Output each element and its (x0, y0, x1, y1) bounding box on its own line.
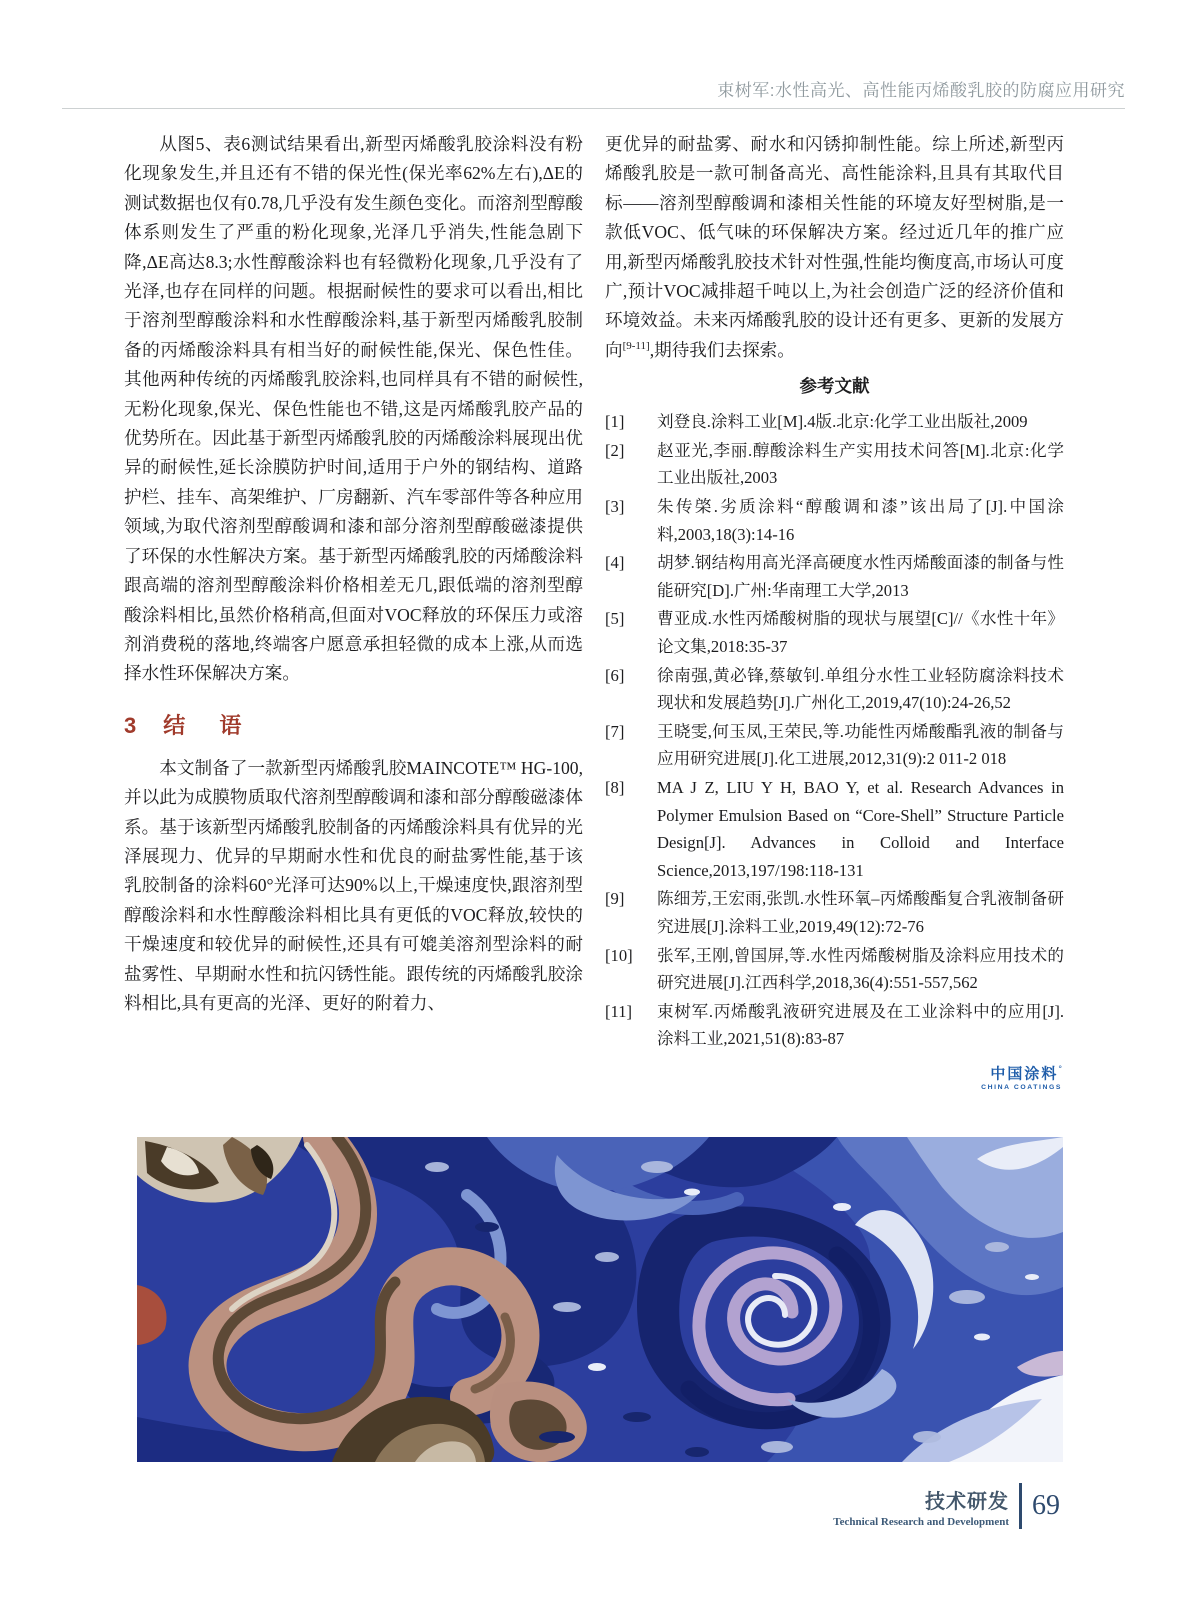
reference-label: [8] (605, 777, 625, 797)
page-number: 69 (1032, 1490, 1060, 1521)
china-coatings-logo (605, 1065, 1064, 1091)
reference-item (605, 493, 1064, 548)
reference-item (605, 408, 1064, 436)
section-heading-conclusion (124, 709, 583, 740)
two-column-body (124, 130, 1064, 1091)
reference-item (605, 662, 1064, 717)
references-list (605, 408, 1064, 1053)
footer-section-zh: 技术研发 (925, 1490, 1009, 1513)
reference-text: MA J Z, LIU Y H, BAO Y, et al. Research Advances in Polymer Emulsion Based on “Core-Shell” Structure Particle Design[J]. Advances in Colloid and Interface Science,2013,197/198:118-131 (657, 777, 1064, 880)
reference-text: 曹亚成.水性丙烯酸树脂的现状与展望[C]//《水性十年》论文集,2018:35-37 (657, 609, 1064, 656)
reference-label: [5] (605, 609, 625, 629)
section-number: 3 (124, 712, 138, 738)
reference-label: [7] (605, 721, 625, 741)
footer-section-en: Technical Research and Development (833, 1515, 1009, 1528)
paragraph-conclusion-continued (605, 130, 1064, 365)
reference-item (605, 998, 1064, 1053)
paragraph-weathering-results: 从图5、表6测试结果看出,新型丙烯酸乳胶涂料没有粉化现象发生,并且还有不错的保光性(保光率62%左右),ΔE的测试数据也仅有0.78,几乎没有发生颜色变化。而溶剂型醇酸体系则发生了严重的粉化现象,光泽几乎消失,性能急剧下降,ΔE高达8.3;水性醇酸涂料也有轻微粉化现象,几乎没有了光泽,也存在同样的问题。根据耐候性的要求可以看出,相比于溶剂型醇酸涂料和水性醇酸涂料,基于新型丙烯酸乳胶制备的丙烯酸涂料具有相当好的耐候性能,保光、保色性佳。其他两种传统的丙烯酸乳胶涂料,也同样具有不错的耐候性,无粉化现象,保光、保色性能也不错,这是丙烯酸乳胶产品的优势所在。因此基于新型丙烯酸乳胶的丙烯酸涂料展现出优异的耐候性,延长涂膜防护时间,适用于户外的钢结构、道路护栏、挂车、高架维护、厂房翻新、汽车零部件等各种应用领域,为取代溶剂型醇酸调和漆和部分溶剂型醇酸磁漆提供了环保的水性解决方案。基于新型丙烯酸乳胶的丙烯酸涂料跟高端的溶剂型醇酸涂料价格相差无几,跟低端的溶剂型醇酸涂料相比,虽然价格稍高,但面对VOC释放的环保压力或溶剂消费税的落地,终端客户愿意承担轻微的成本上涨,从而选择水性环保解决方案。 (124, 134, 583, 684)
reference-text: 徐南强,黄必锋,蔡敏钊.单组分水性工业轻防腐涂料技术现状和发展趋势[J].广州化工,2019,47(10):24-26,52 (657, 665, 1064, 713)
left-column (124, 130, 583, 1091)
reference-text: 陈细芳,王宏雨,张凯.水性环氧–丙烯酸酯复合乳液制备研究进展[J].涂料工业,2019,49(12):72-76 (657, 889, 1064, 936)
logo-name: 中国涂料 (990, 1065, 1059, 1083)
reference-item (605, 718, 1064, 773)
footer-divider (1019, 1483, 1022, 1529)
reference-text: 王晓雯,何玉凤,王荣民,等.功能性丙烯酸酯乳液的制备与应用研究进展[J].化工进展,2012,31(9):2 011-2 018 (657, 721, 1064, 769)
reference-label: [9] (605, 889, 625, 909)
marbled-paint-image (137, 1137, 1063, 1462)
running-title: 束树军:水性高光、高性能丙烯酸乳胶的防腐应用研究 (717, 81, 1125, 100)
reference-text: 张军,王刚,曾国屏,等.水性丙烯酸树脂及涂料应用技术的研究进展[J].江西科学,2018,36(4):551-557,562 (657, 945, 1064, 993)
header-rule (62, 108, 1125, 109)
right-column (605, 130, 1064, 1091)
paragraph-text: 更优异的耐盐雾、耐水和闪锈抑制性能。综上所述,新型丙烯酸乳胶是一款可制备高光、高性能涂料,且具有其取代目标——溶剂型醇酸调和漆相关性能的环境友好型树脂,是一款低VOC、低气味的环保解决方案。经过近几年的推广应用,新型丙烯酸乳胶技术针对性强,性能均衡度高,市场认可度广,预计VOC减排超千吨以上,为社会创造广泛的经济价值和环境效益。未来丙烯酸乳胶的设计还有更多、更新的发展方向 (605, 134, 1064, 360)
reference-label: [2] (605, 440, 625, 460)
reference-label: [11] (605, 1001, 633, 1021)
reference-label: [6] (605, 665, 625, 685)
reference-label: [10] (605, 945, 633, 965)
citation-superscript: [9-11] (622, 339, 650, 352)
reference-text: 束树军.丙烯酸乳液研究进展及在工业涂料中的应用[J].涂料工业,2021,51(8):83-87 (657, 1001, 1064, 1049)
section-title: 结 语 (163, 712, 256, 738)
references-heading: 参考文献 (799, 376, 870, 397)
paragraph-tail: ,期待我们去探索。 (649, 339, 795, 360)
reference-item (605, 605, 1064, 660)
reference-text: 朱传棨.劣质涂料“醇酸调和漆”该出局了[J].中国涂料,2003,18(3):14-16 (657, 497, 1064, 544)
footer-section (833, 1485, 1009, 1528)
reference-item (605, 942, 1064, 997)
reference-label: [3] (605, 497, 625, 517)
reference-text: 胡梦.钢结构用高光泽高硬度水性丙烯酸面漆的制备与性能研究[D].广州:华南理工大学,2013 (657, 553, 1064, 600)
reference-item (605, 774, 1064, 884)
reference-item (605, 885, 1064, 940)
reference-item (605, 437, 1064, 492)
reference-text: 刘登良.涂料工业[M].4版.北京:化学工业出版社,2009 (657, 412, 1028, 432)
reference-label: [4] (605, 553, 625, 573)
page-footer (833, 1483, 1060, 1529)
paragraph-conclusion: 本文制备了一款新型丙烯酸乳胶MAINCOTE™ HG-100,并以此为成膜物质取代溶剂型醇酸调和漆和部分醇酸磁漆体系。基于该新型丙烯酸乳胶制备的丙烯酸涂料具有优异的光泽展现力、优异的早期耐水性和优良的耐盐雾性能,基于该乳胶制备的涂料60°光泽可达90%以上,干燥速度快,跟溶剂型醇酸涂料和水性醇酸涂料相比具有更低的VOC释放,较快的干燥速度和较优异的耐候性,还具有可媲美溶剂型涂料的耐盐雾性、早期耐水性和抗闪锈性能。跟传统的丙烯酸乳胶涂料相比,具有更高的光泽、更好的附着力、 (124, 757, 583, 1013)
logo-subtitle: CHINA COATINGS (981, 1083, 1062, 1091)
reference-label: [1] (605, 412, 625, 432)
reference-text: 赵亚光,李丽.醇酸涂料生产实用技术问答[M].北京:化学工业出版社,2003 (657, 440, 1064, 488)
reference-item (605, 549, 1064, 604)
logo-trademark-icon: ° (1058, 1063, 1062, 1074)
